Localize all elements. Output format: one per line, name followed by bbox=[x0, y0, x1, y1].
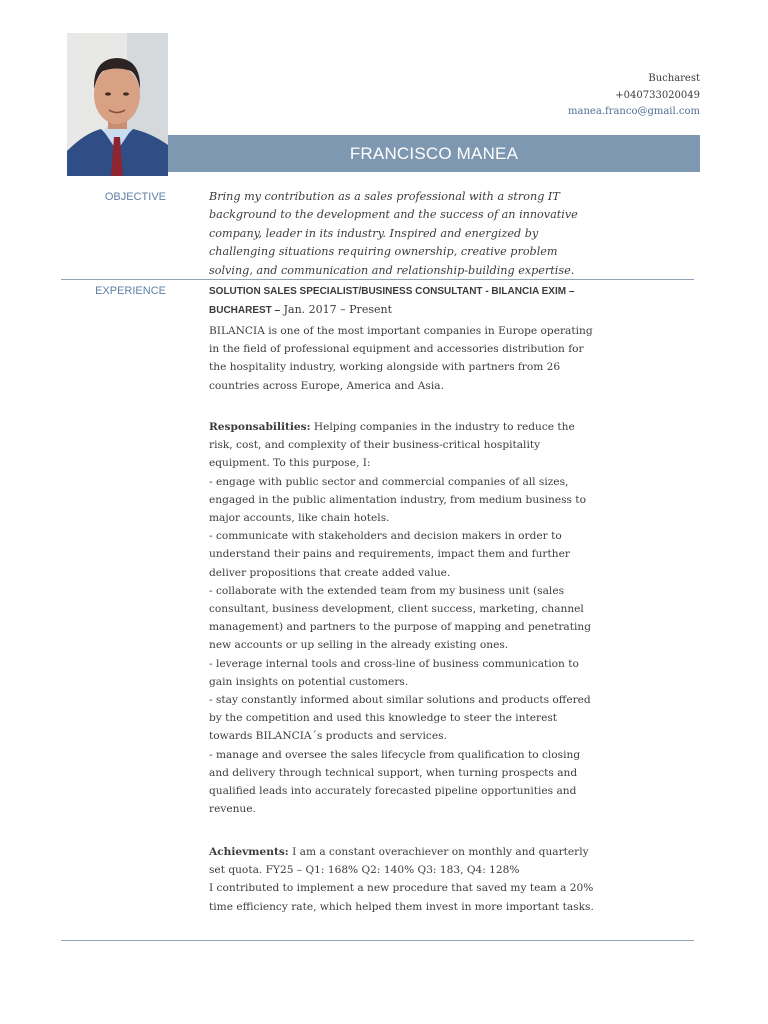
achievements-heading: Achievments: bbox=[209, 846, 289, 858]
achievements-section bbox=[209, 843, 601, 916]
contact-city: Bucharest bbox=[648, 73, 700, 84]
responsibilities-text: Helping companies in the industry to reduce the risk, cost, and complexity of their business-critical hospitality equipment. To this purpose, I: - engage with public sector and commercial companies of all sizes, engaged in the public alimentation industry, from medium business to major accounts, like chain hotels. - communicate with stakeholders and decision makers in order to understand their pains and requirements, impact them and further deliver propositions that create added value. - collaborate with the extended team from my business unit (sales consultant, business development, client success, marketing, channel management) and partners to the purpose of mapping and penetrating new accounts or up selling in the already existing ones. - leverage internal tools and cross-line of business communication to gain insights on potential customers. - stay constantly informed about similar solutions and products offered by the competition and used this knowledge to steer the interest towards BILANCIA´s products and services. - manage and oversee the sales lifecycle from qualification to closing and delivery through technical support, when turning prospects and qualified leads into accurately forecasted pipeline opportunities and revenue. bbox=[209, 421, 592, 816]
section-divider bbox=[61, 279, 694, 280]
profile-photo bbox=[67, 33, 168, 176]
responsibilities-section bbox=[209, 418, 601, 818]
company-description: BILANCIA is one of the most important companies in Europe operating in the field of professional equipment and accessories distribution for the hospitality industry, working alongside with partners from 26 countries across Europe, America and Asia. bbox=[209, 325, 593, 392]
job-title bbox=[209, 283, 601, 320]
profile-photo-image bbox=[67, 33, 168, 176]
name-banner bbox=[168, 135, 700, 172]
job-dates: Jan. 2017 – Present bbox=[280, 303, 392, 316]
contact-email-link[interactable]: manea.franco@gmail.com bbox=[568, 106, 700, 117]
contact-phone: +040733020049 bbox=[615, 89, 700, 101]
section-divider-bottom bbox=[61, 940, 694, 941]
achievements-text: I am a constant overachiever on monthly and quarterly set quota. FY25 – Q1: 168% Q2: 140% Q3: 183, Q4: 128% I contributed to implement a new procedure that saved my team a 20% time efficiency rate, which helped them invest in more important tasks. bbox=[209, 846, 594, 913]
contact-info bbox=[568, 71, 700, 121]
experience-label: EXPERIENCE bbox=[95, 285, 166, 297]
objective-text: Bring my contribution as a sales professional with a strong IT background to the development and the success of an innovative company, leader in its industry. Inspired and energized by challenging situations requiring ownership, creative problem solving, and communication and relationship-building expertise. bbox=[209, 190, 578, 277]
objective-label: OBJECTIVE bbox=[104, 191, 166, 203]
job-title-text: SOLUTION SALES SPECIALIST/BUSINESS CONSULTANT - BILANCIA EXIM – BUCHAREST – bbox=[209, 286, 575, 316]
responsibilities-heading: Responsabilities: bbox=[209, 421, 311, 433]
full-name: FRANCISCO MANEA bbox=[349, 143, 519, 163]
